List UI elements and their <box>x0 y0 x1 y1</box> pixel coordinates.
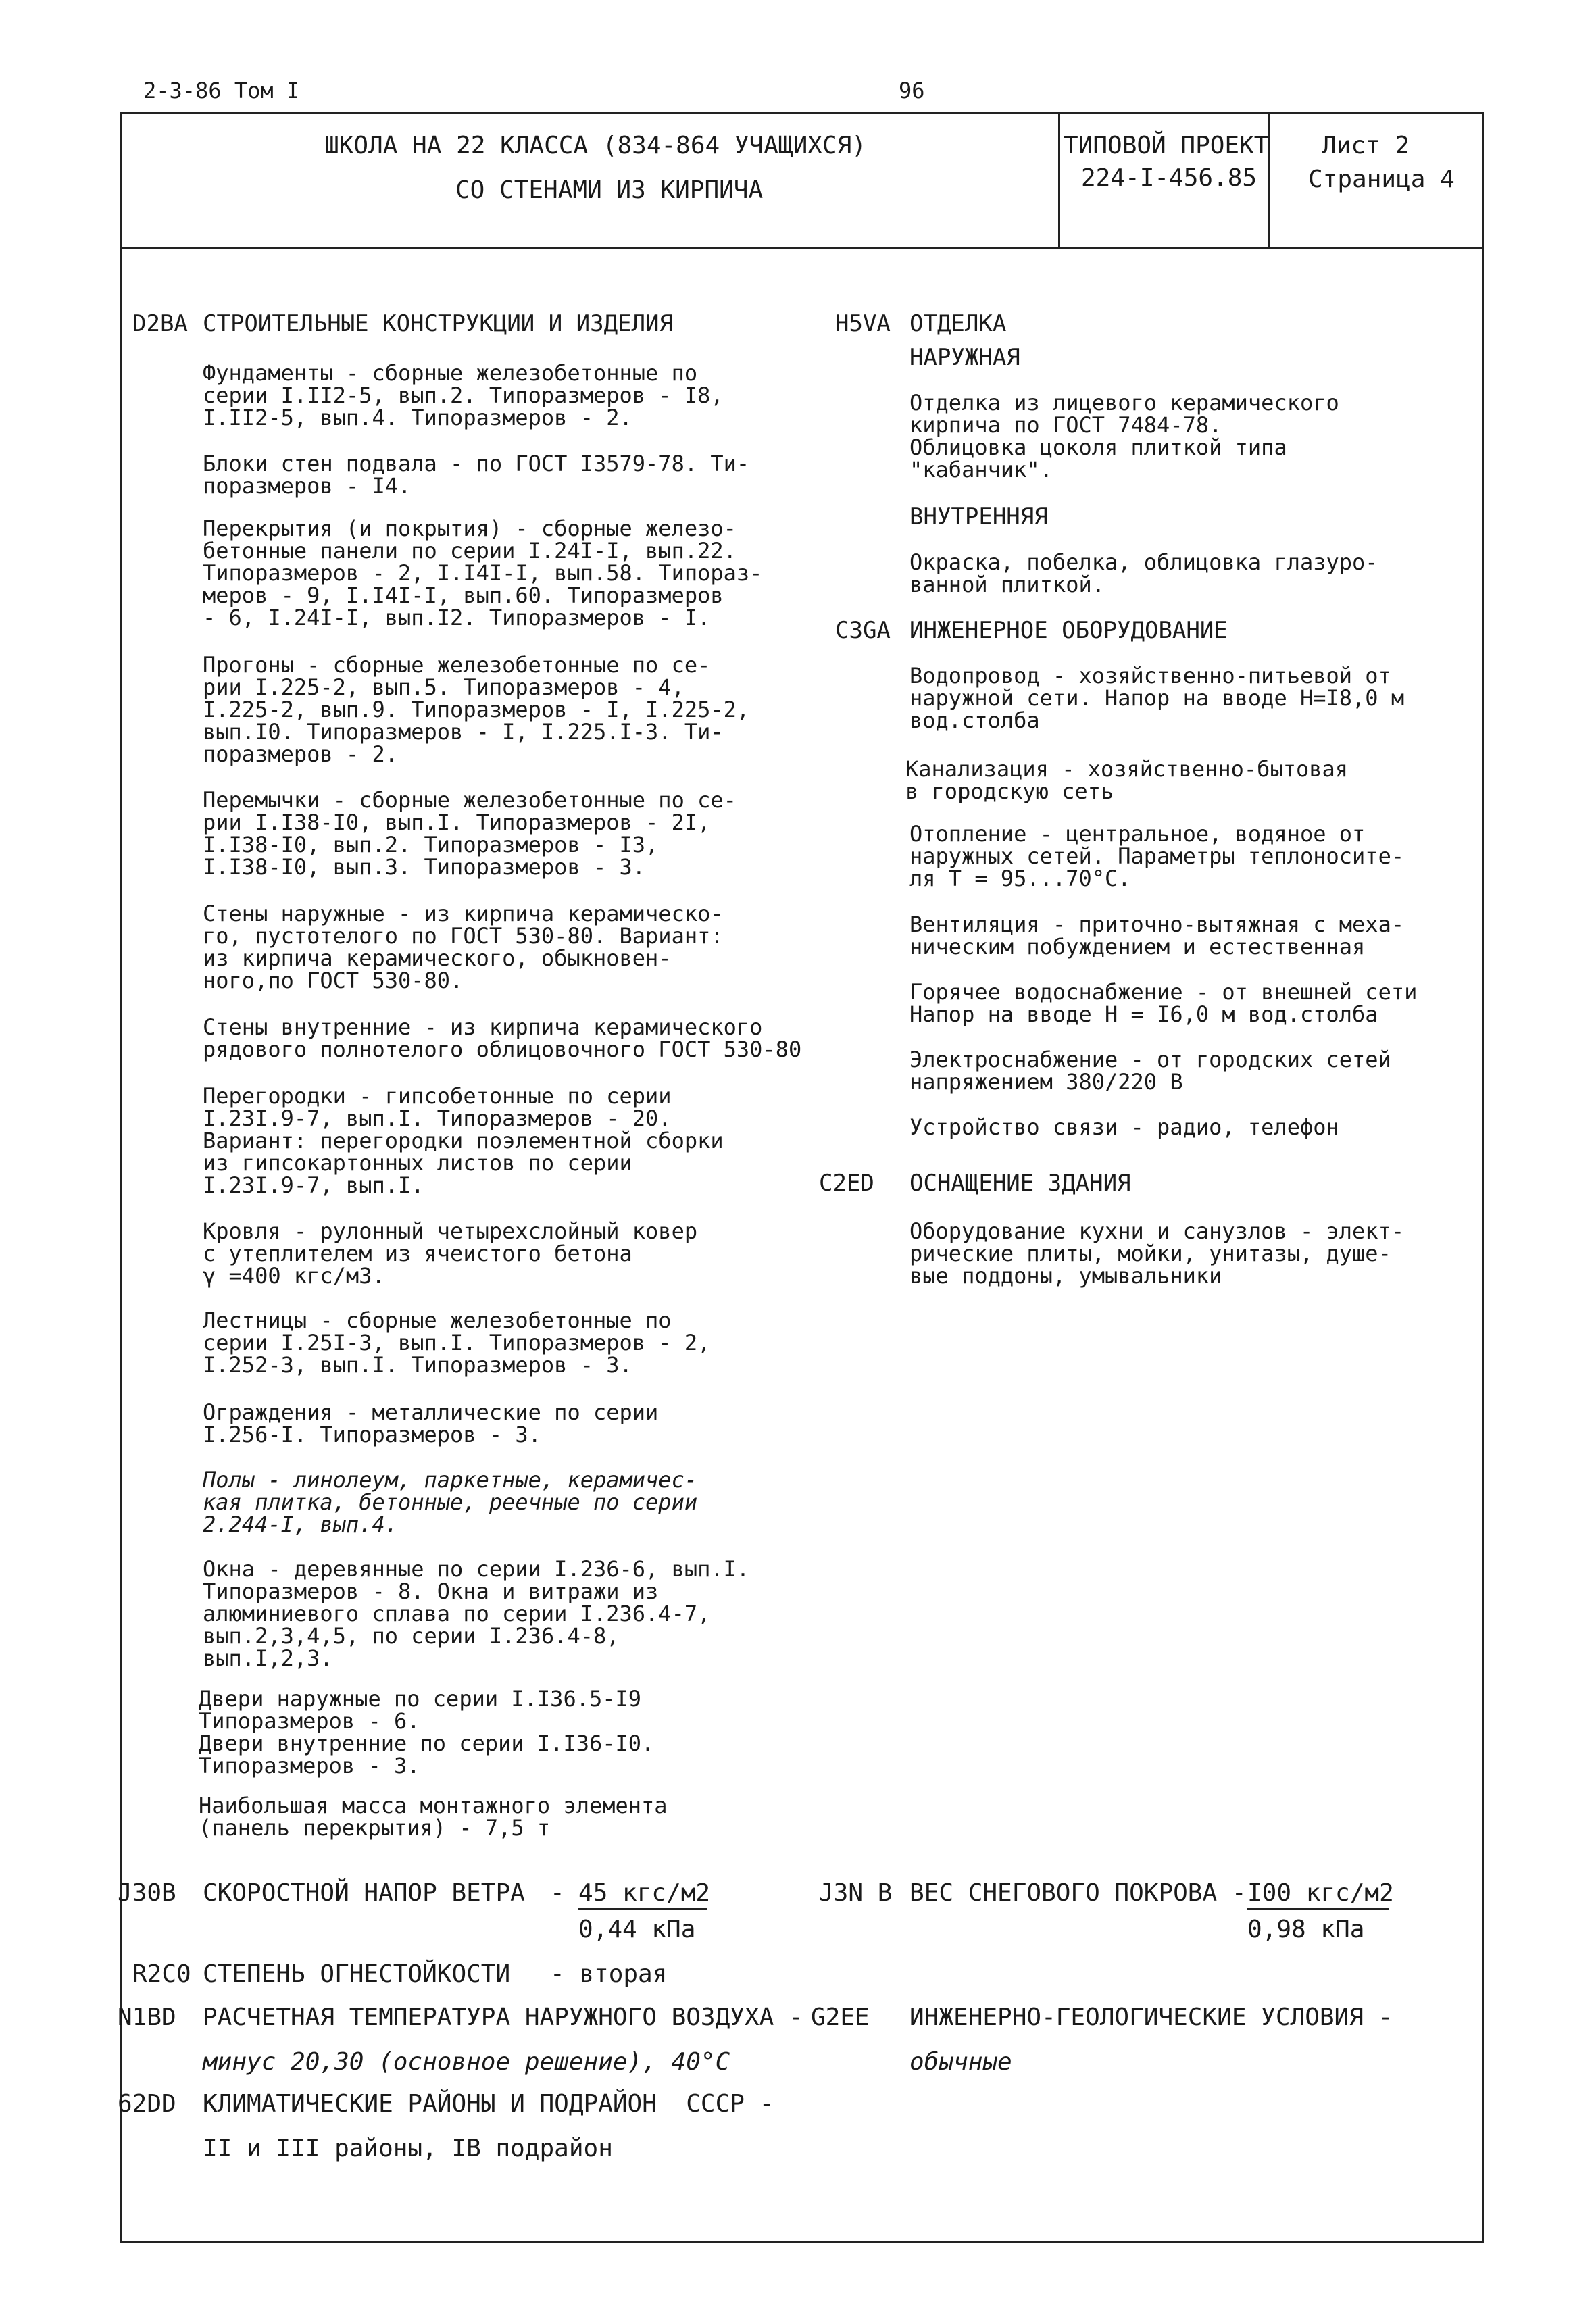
project-number: 224-I-456.85 <box>1081 164 1257 192</box>
title-divider-1 <box>1058 112 1060 249</box>
snow-value-underline <box>1247 1908 1389 1910</box>
fire-resistance-value: - вторая <box>550 1960 668 1988</box>
code-climate: 62DD <box>118 2090 176 2118</box>
para-max-mass: Наибольшая масса монтажного элемента (панель перекрытия) - 7,5 т <box>199 1793 668 1841</box>
para-floors: Полы - линолеум, паркетные, керамичес- кая плитка, бетонные, реечные по серии 2.244-I, вып.4. <box>203 1467 698 1537</box>
frame-right <box>1482 249 1484 2242</box>
title-line-2: СО СТЕНАМИ ИЗ КИРПИЧА <box>455 176 764 204</box>
wind-dash: - <box>550 1879 565 1907</box>
section-code-constructions: D2BA <box>132 310 188 337</box>
para-external-walls: Стены наружные - из кирпича керамическо- го, пустотелого по ГОСТ 530-80. Вариант: из кирпича керамического, обыкновен- ного,по ГОСТ 530-80. <box>203 901 724 993</box>
para-ventilation: Вентиляция - приточно-вытяжная с меха- ническим побуждением и естественная <box>909 912 1405 960</box>
para-foundations: Фундаменты - сборные железобетонные по серии I.II2-5, вып.2. Типоразмеров - I8, I.II2-5, вып.4. Типоразмеров - 2. <box>203 360 724 430</box>
wind-value-kgf: 45 кгс/м2 <box>578 1879 711 1907</box>
snow-value-kpa: 0,98 кПа <box>1247 1916 1365 1943</box>
para-doors: Двери наружные по серии I.I36.5-I9 Типоразмеров - 6. Двери внутренние по серии I.I36-I0. Типоразмеров - 3. <box>199 1686 655 1778</box>
climate-value: II и III районы, IВ подрайон <box>203 2135 613 2162</box>
para-sewerage: Канализация - хозяйственно-бытовая в городскую сеть <box>905 756 1349 804</box>
para-railings: Ограждения - металлические по серии I.256-I. Типоразмеров - 3. <box>203 1399 659 1447</box>
para-equipment: Оборудование кухни и санузлов - элект- рические плиты, мойки, унитазы, душе- вые поддоны, умывальники <box>909 1218 1405 1289</box>
para-communications: Устройство связи - радио, телефон <box>909 1114 1339 1140</box>
para-lintels: Перемычки - сборные железобетонные по се- рии I.I38-I0, вып.I. Типоразмеров - 2I, I.I38-I0, вып.2. Типоразмеров - I3, I.I38-I0, вып.3. Типоразмеров - 3. <box>203 787 737 880</box>
finish-internal-label: ВНУТРЕННЯЯ <box>909 503 1048 530</box>
code-snow: J3N B <box>819 1879 893 1907</box>
section-code-engineering: C3GA <box>835 617 891 644</box>
wind-value-underline <box>578 1908 707 1910</box>
frame-right-header <box>1482 112 1484 249</box>
para-windows: Окна - деревянные по серии I.236-6, вып.I. Типоразмеров - 8. Окна и витражи из алюминиевого сплава по серии I.236.4-7, вып.2,3,4,5, по серии I.236.4-8, вып.I,2,3. <box>203 1556 750 1671</box>
section-heading-constructions: СТРОИТЕЛЬНЫЕ КОНСТРУКЦИИ И ИЗДЕЛИЯ <box>203 310 673 337</box>
para-floors-slabs: Перекрытия (и покрытия) - сборные железо- бетонные панели по серии I.24I-I, вып.22. Типоразмеров - 2, I.I4I-I, вып.58. Типораз- меров - 9, I.I4I-I, вып.60. Типоразмеров - 6, I.24I-I, вып.I2. Типоразмеров - I. <box>203 516 763 630</box>
code-fire: R2C0 <box>132 1960 191 1988</box>
snow-value-kgf: I00 кгс/м2 <box>1247 1879 1394 1907</box>
section-heading-finish: ОТДЕЛКА <box>909 310 1007 337</box>
code-wind: J30B <box>118 1879 176 1907</box>
frame-top <box>120 112 1484 114</box>
title-line-1: ШКОЛА НА 22 КЛАССА (834-864 УЧАЩИХСЯ) <box>324 132 866 159</box>
wind-pressure-label: СКОРОСТНОЙ НАПОР ВЕТРА <box>203 1879 525 1907</box>
sheet-number: Лист 2 <box>1322 132 1410 159</box>
temperature-value: минус 20,30 (основное решение), 40°С <box>203 2048 730 2076</box>
code-temperature: N1BD <box>118 2003 176 2031</box>
title-block-bottom <box>120 247 1484 249</box>
para-basement-blocks: Блоки стен подвала - по ГОСТ I3579-78. Ти- поразмеров - I4. <box>203 451 750 499</box>
project-label: ТИПОВОЙ ПРОЕКТ <box>1064 132 1269 159</box>
para-purlins: Прогоны - сборные железобетонные по се- рии I.225-2, вып.5. Типоразмеров - 4, I.225-2, вып.9. Типоразмеров - I, I.225-2, вып.I0. Типоразмеров - I, I.225.I-3. Ти- поразмеров - 2. <box>203 652 750 767</box>
section-heading-engineering: ИНЖЕНЕРНОЕ ОБОРУДОВАНИЕ <box>909 617 1228 644</box>
page-number: 96 <box>899 78 925 103</box>
para-internal-walls: Стены внутренние - из кирпича керамического рядового полнотелого облицовочного ГОСТ 530-80 <box>203 1014 802 1062</box>
para-water-supply: Водопровод - хозяйственно-питьевой от наружной сети. Напор на вводе Н=I8,0 м вод.столба <box>909 663 1405 733</box>
para-roofing: Кровля - рулонный четырехслойный ковер с утеплителем из ячеистого бетона γ =400 кгс/м3. <box>203 1218 698 1289</box>
wind-value-kpa: 0,44 кПа <box>578 1916 696 1943</box>
finish-internal-text: Окраска, побелка, облицовка глазуро- ванной плиткой. <box>909 549 1378 597</box>
para-hot-water: Горячее водоснабжение - от внешней сети Напор на вводе Н = I6,0 м вод.столба <box>909 979 1418 1027</box>
para-partitions: Перегородки - гипсобетонные по серии I.23I.9-7, вып.I. Типоразмеров - 20. Вариант: перегородки поэлементной сборки из гипсокартонных листов по серии I.23I.9-7, вып.I. <box>203 1083 724 1198</box>
document-reference: 2-3-86 Том I <box>143 78 300 103</box>
section-code-finish: H5VA <box>835 310 891 337</box>
section-code-equipment: C2ED <box>819 1170 874 1197</box>
para-heating: Отопление - центральное, водяное от наружных сетей. Параметры теплоносите- ля Т = 95...70°С. <box>909 821 1405 891</box>
para-electricity: Электроснабжение - от городских сетей напряжением 380/220 В <box>909 1047 1391 1095</box>
snow-load-label: ВЕС СНЕГОВОГО ПОКРОВА - <box>909 1879 1247 1907</box>
geology-label: ИНЖЕНЕРНО-ГЕОЛОГИЧЕСКИЕ УСЛОВИЯ - <box>909 2003 1393 2031</box>
fire-resistance-label: СТЕПЕНЬ ОГНЕСТОЙКОСТИ <box>203 1960 511 1988</box>
geology-value: обычные <box>909 2048 1012 2076</box>
finish-external-text: Отделка из лицевого керамического кирпича по ГОСТ 7484-78. Облицовка цоколя плиткой типа "кабанчик". <box>909 390 1339 482</box>
temperature-label: РАСЧЕТНАЯ ТЕМПЕРАТУРА НАРУЖНОГО ВОЗДУХА - <box>203 2003 803 2031</box>
sheet-page: Страница 4 <box>1308 166 1455 193</box>
finish-external-label: НАРУЖНАЯ <box>909 344 1020 371</box>
code-geology: G2EE <box>811 2003 870 2031</box>
climate-label: КЛИМАТИЧЕСКИЕ РАЙОНЫ И ПОДРАЙОН СССР - <box>203 2090 774 2118</box>
frame-bottom <box>120 2241 1484 2243</box>
section-heading-equipment: ОСНАЩЕНИЕ ЗДАНИЯ <box>909 1170 1131 1197</box>
para-stairs: Лестницы - сборные железобетонные по серии I.25I-3, вып.I. Типоразмеров - 2, I.252-3, вып.I. Типоразмеров - 3. <box>203 1308 711 1378</box>
frame-left <box>120 112 122 2242</box>
